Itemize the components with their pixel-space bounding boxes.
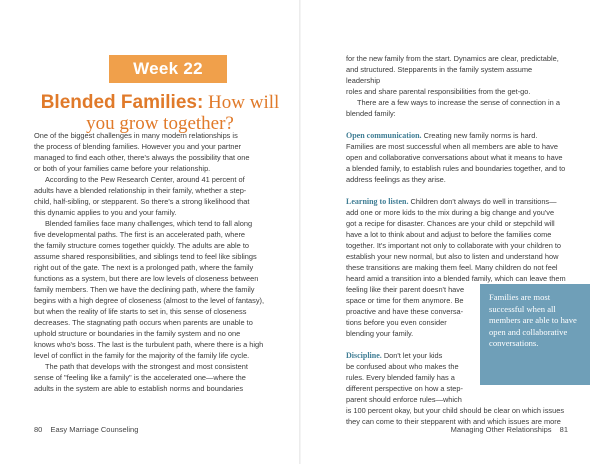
- chapter-title: [34, 92, 286, 134]
- text-line: or both of your families came before your relationship.: [34, 164, 211, 173]
- left-page: [34, 0, 286, 464]
- text-line: adults have a blended relationship in their family, whether a step-: [34, 186, 247, 195]
- paragraph-gap: [346, 185, 568, 196]
- discipline-lead: Discipline.: [346, 351, 382, 360]
- right-running-head: Managing Other Relationships: [450, 425, 552, 434]
- text-line: Blended families face many challenges, which tend to fall along: [45, 219, 253, 228]
- text-line: they can come to their stepparent with and which issues are more: [346, 417, 561, 426]
- text-line: got a recipe for disaster. Chances are your child or stepchild will: [346, 219, 555, 228]
- right-page: [346, 0, 577, 464]
- open-communication-lead: Open communication.: [346, 131, 422, 140]
- text-line: be confused about who makes the: [346, 362, 459, 371]
- text-line: decreases. The stagnating path occurs when parents are unable to: [34, 318, 253, 327]
- text-line: for the new family from the start. Dynamics are clear, predictable,: [346, 54, 559, 63]
- text-line: space or time for them anymore. Be: [346, 296, 464, 305]
- text-line: proactive and have these conversa-: [346, 307, 464, 316]
- text-line: this dynamic applies to you and your family.: [34, 208, 177, 217]
- text-line: Families are most successful when all members are able to have: [346, 142, 558, 151]
- title-strong: Blended Families:: [40, 92, 204, 113]
- page-gutter: [299, 0, 301, 464]
- text-line: address feelings as they arise.: [346, 175, 446, 184]
- left-page-number: 80: [34, 425, 43, 434]
- text-line: blended family:: [346, 109, 396, 118]
- text-line: The path that develops with the strongest and most consistent: [45, 362, 248, 371]
- text-line: Don't let your kids: [381, 351, 443, 360]
- text-line: the process of blending families. However you and your partner: [34, 142, 242, 151]
- text-line: assume shared responsibilities, and siblings tend to feel like siblings: [34, 252, 257, 261]
- text-line: rules. Every blended family has a: [346, 373, 455, 382]
- text-line: feeling like their parent doesn't have: [346, 285, 465, 294]
- text-line: and structured. Stepparents in the family system assume leadership: [346, 65, 533, 85]
- text-line: functions as a system, but there are low levels of closeness between: [34, 274, 259, 283]
- text-line: add one or more kids to the mix during a big change and you've: [346, 208, 555, 217]
- text-line: roles and share parental responsibilities from the get-go.: [346, 87, 531, 96]
- text-line: managed to find each other, there's always the possibility that one: [34, 153, 250, 162]
- left-folio: [34, 425, 138, 434]
- right-folio: [451, 425, 568, 434]
- text-line: five developmental paths. The first is an accelerated path, where: [34, 230, 246, 239]
- left-body-text: [34, 130, 286, 394]
- text-line: family members. Then we have the declining path, where the family: [34, 285, 255, 294]
- text-line: child, half-sibling, or stepparent. So there's a strong likelihood that: [34, 197, 250, 206]
- text-line: adults in the system are able to establish norms and boundaries: [34, 384, 244, 393]
- text-line: a blended family, to establish rules and boundaries together, and to: [346, 164, 566, 173]
- text-line: establish your new normal, but also to listen and understand how: [346, 252, 559, 261]
- text-line: begins with a high degree of closeness (almost to the level of fantasy),: [34, 296, 265, 305]
- text-line: these transitions are making them feel. Many children do not feel: [346, 263, 558, 272]
- text-line: According to the Pew Research Center, around 41 percent of: [45, 175, 245, 184]
- text-line: but when the reality of life starts to set in, this sense of closeness: [34, 307, 247, 316]
- text-line: Creating new family norms is hard.: [421, 131, 538, 140]
- text-line: different perspective on how a step-: [346, 384, 463, 393]
- right-page-number: 81: [559, 425, 568, 434]
- week-badge: Week 22: [109, 55, 227, 83]
- text-line: blending your family.: [346, 329, 414, 338]
- text-line: parent should enforce rules—which: [346, 395, 462, 404]
- text-line: the family structure comes together quickly. The adults are able to: [34, 241, 249, 250]
- text-line: tions before you even consider: [346, 318, 447, 327]
- text-line: One of the biggest challenges in many modern relationships is: [34, 131, 238, 140]
- learning-to-listen-lead: Learning to listen.: [346, 197, 409, 206]
- paragraph-gap: [346, 119, 568, 130]
- text-line: together. It's important not only to collaborate with your children to: [346, 241, 562, 250]
- text-line: Children don't always do well in transitions—: [408, 197, 557, 206]
- intro-paragraph: [346, 53, 568, 119]
- text-line: knows who's boss. The last is the turbulent path, where there is a high: [34, 340, 264, 349]
- pull-quote: Families are most successful when all members are able to have open and collaborative conversations.: [480, 284, 590, 385]
- text-line: sense of "feeling like a family" is the accelerated one—where the: [34, 373, 246, 382]
- text-line: There are a few ways to increase the sense of connection in a: [357, 98, 560, 107]
- text-line: heard amid a transition into a blended family, which can leave them: [346, 274, 566, 283]
- left-running-head: Easy Marriage Counseling: [50, 425, 139, 434]
- text-line: open and collaborative conversations about what it means to have: [346, 153, 563, 162]
- text-line: right out of the gate. The next is a prolonged path, where the family: [34, 263, 254, 272]
- text-line: have a lot to think about and adjust to before the families come: [346, 230, 552, 239]
- title-rest: How will you grow together?: [86, 92, 280, 134]
- text-line: uphold structure or boundaries in the family system and no one: [34, 329, 241, 338]
- open-communication-paragraph: [346, 130, 568, 185]
- text-line: is 100 percent okay, but your child should be clear on which issues: [346, 406, 565, 415]
- text-line: level of conflict in the family for the majority of the family life cycle.: [34, 351, 250, 360]
